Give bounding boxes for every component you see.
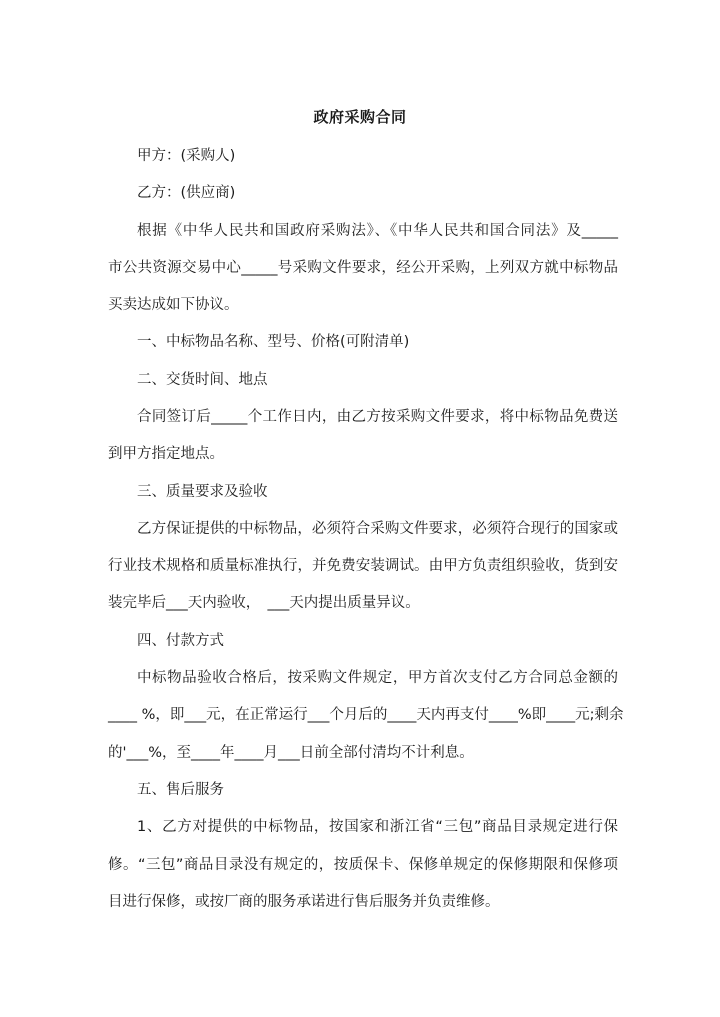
document-title: 政府采购合同: [313, 108, 407, 126]
party-a-line: 甲方：(采购人): [137, 148, 236, 164]
payment-line-1: 中标物品验收合格后，按采购文件规定，甲方首次支付乙方合同总金额的: [137, 670, 618, 686]
preamble-line-2: 市公共资源交易中心_____号采购文件要求，经公开采购，上列双方就中标物品: [108, 260, 618, 276]
section-heading-2: 二、交货时间、地点: [137, 372, 268, 388]
delivery-line-1: 合同签订后_____个工作日内，由乙方按采购文件要求，将中标物品免费送: [137, 409, 618, 425]
payment-line-3: 的'___%，至____年____月___日前全部付清均不计利息。: [108, 745, 474, 761]
section-heading-1: 一、中标物品名称、型号、价格(可附清单): [137, 334, 410, 350]
quality-line-3: 装完毕后___天内验收， ___天内提出质量异议。: [108, 595, 420, 611]
delivery-line-2: 到甲方指定地点。: [108, 446, 224, 462]
section-heading-4: 四、付款方式: [137, 633, 224, 649]
payment-line-2: ____ %，即___元，在正常运行___个月后的____天内再支付____%即____元;剩余: [108, 707, 624, 723]
service-line-1: 1、乙方对提供的中标物品，按国家和浙江省“三包”商品目录规定进行保: [137, 819, 618, 835]
preamble-line-3: 买卖达成如下协议。: [108, 297, 239, 313]
section-heading-3: 三、质量要求及验收: [137, 484, 268, 500]
service-line-2: 修。“三包”商品目录没有规定的，按质保卡、保修单规定的保修期限和保修项: [108, 857, 618, 873]
service-line-3: 目进行保修，或按厂商的服务承诺进行售后服务并负责维修。: [108, 894, 500, 910]
quality-line-2: 行业技术规格和质量标准执行，并免费安装调试。由甲方负责组织验收，货到安: [108, 558, 618, 574]
party-b-line: 乙方：(供应商): [137, 185, 236, 201]
quality-line-1: 乙方保证提供的中标物品，必须符合采购文件要求，必须符合现行的国家或: [137, 521, 618, 537]
preamble-line-1: 根据《中华人民共和国政府采购法》、《中华人民共和国合同法》及_____: [137, 223, 618, 239]
section-heading-5: 五、售后服务: [137, 782, 224, 798]
